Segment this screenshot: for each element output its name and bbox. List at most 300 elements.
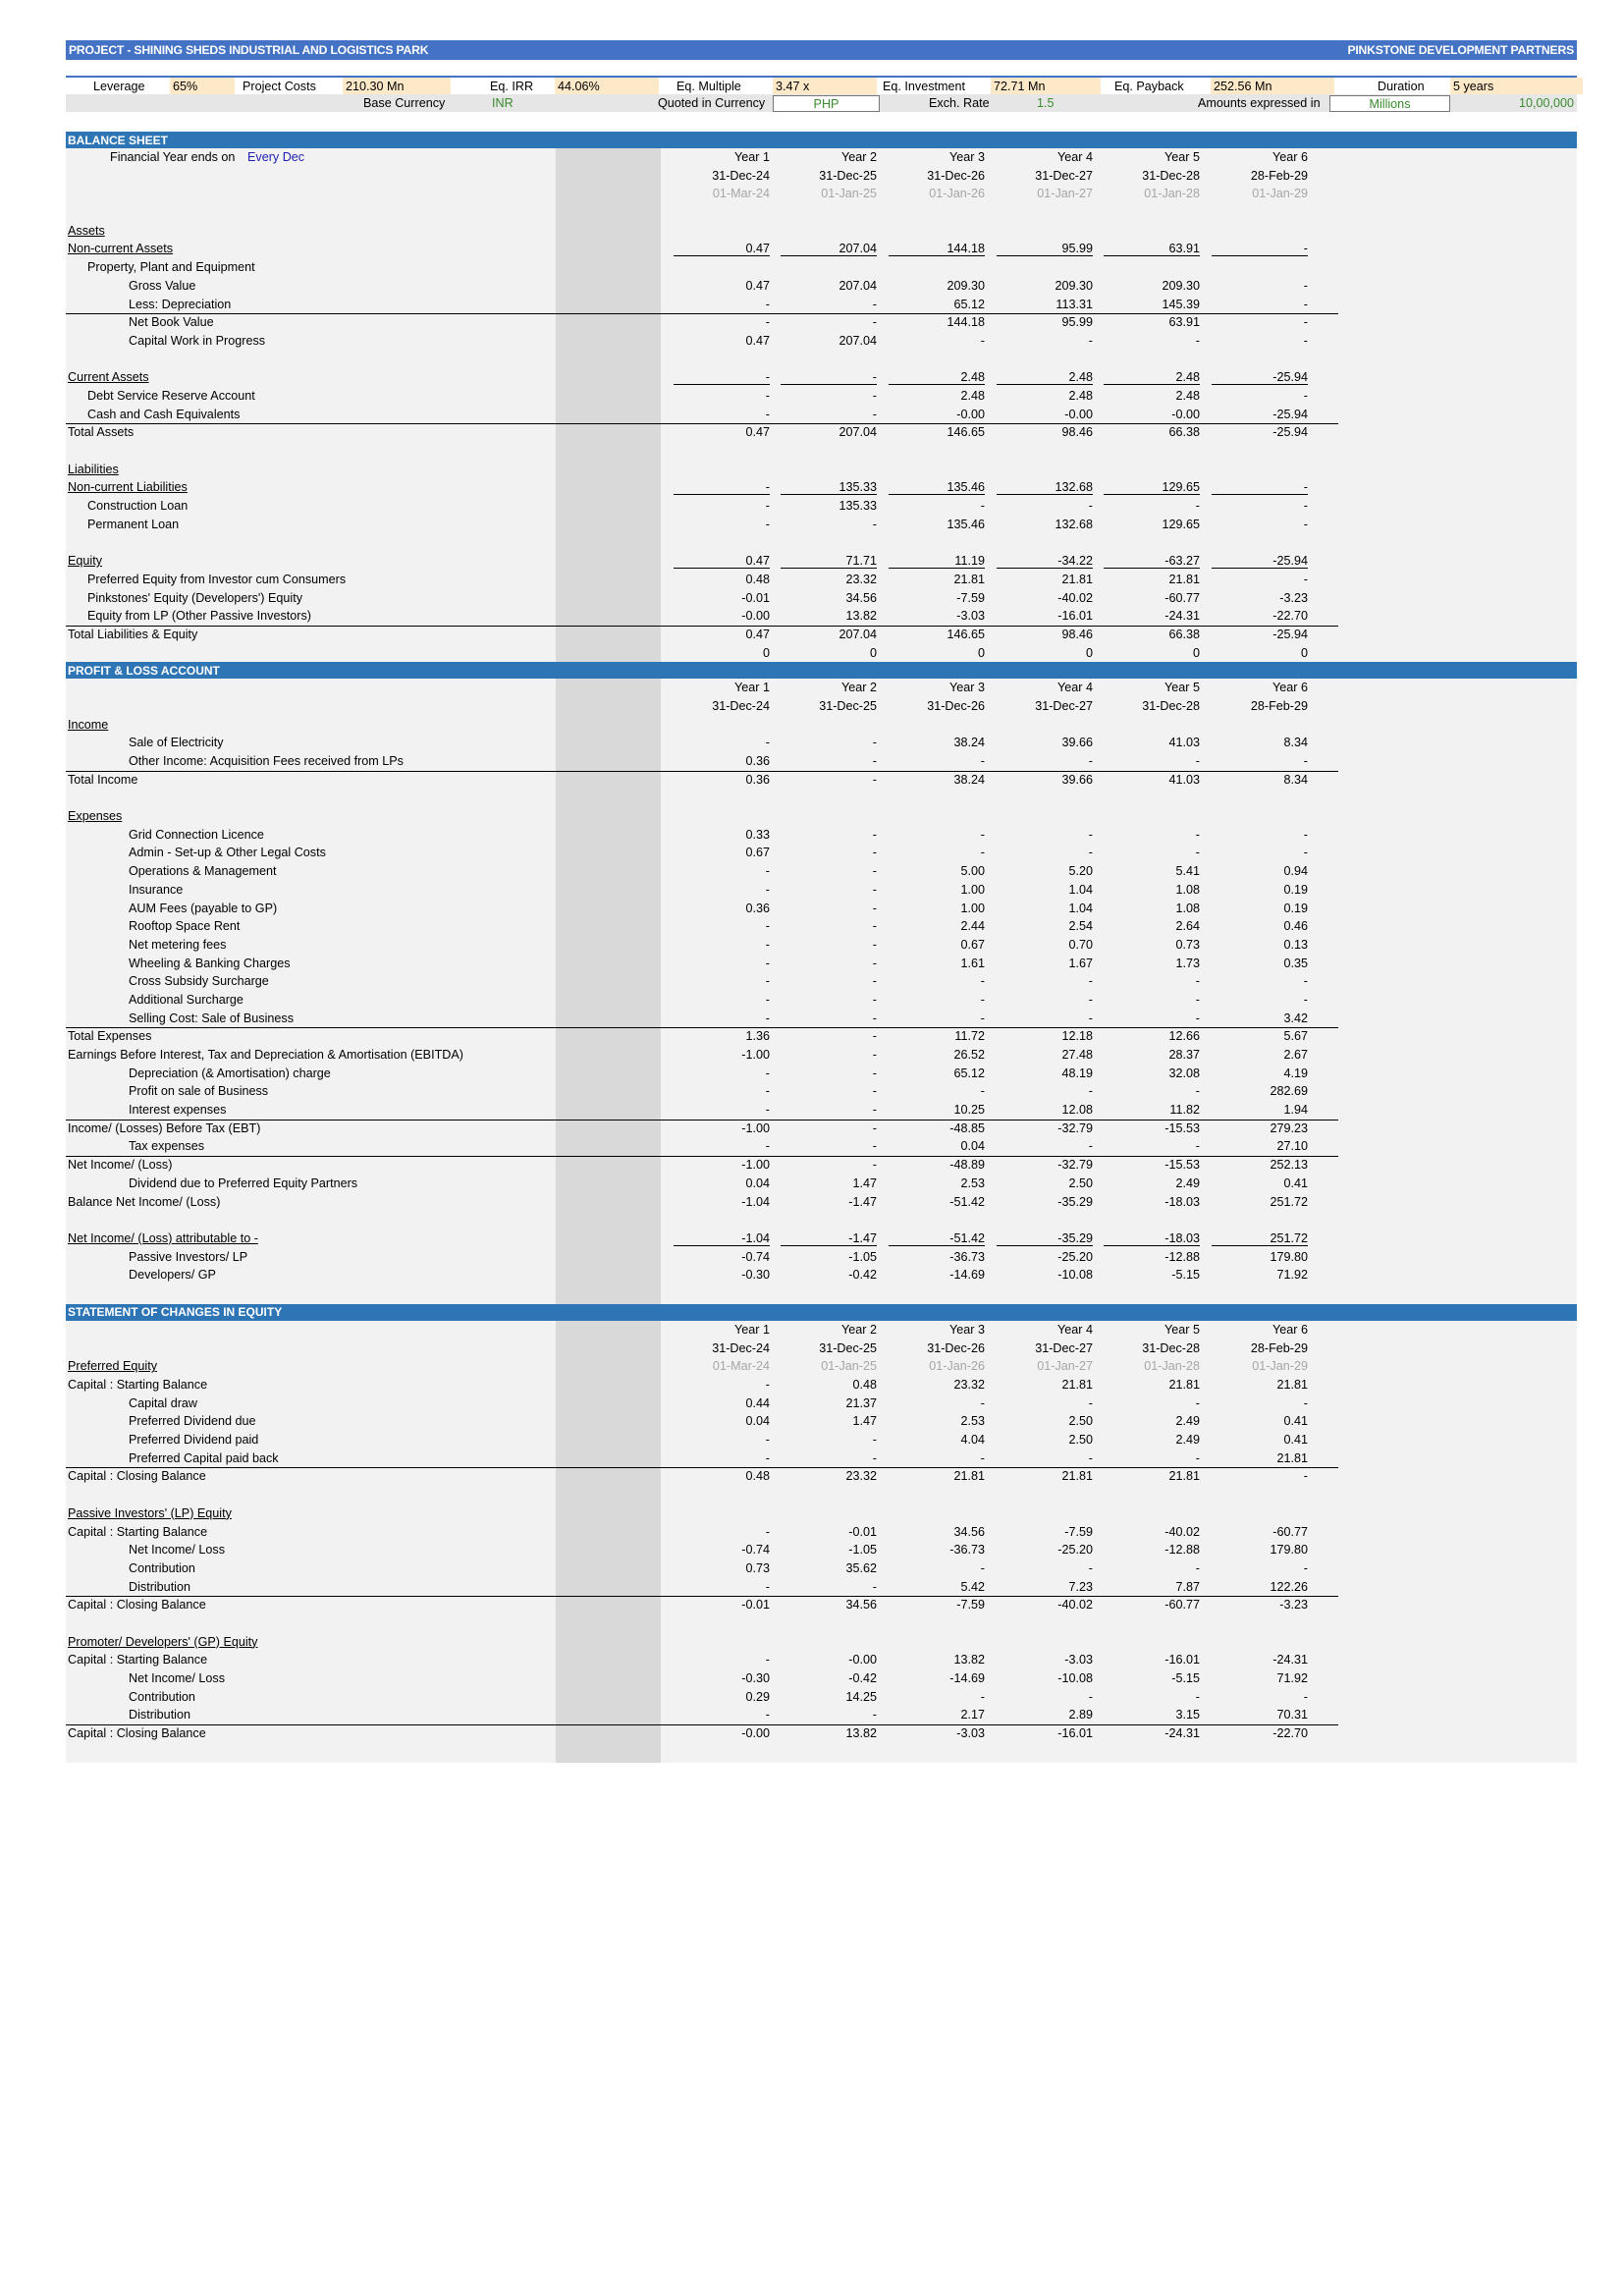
value-cell: 252.13 bbox=[1270, 1158, 1308, 1173]
value-cell: -0.74 bbox=[741, 1543, 770, 1558]
leverage-value[interactable]: 65% bbox=[170, 78, 235, 94]
value-cell: - bbox=[1195, 1395, 1200, 1410]
value-cell: 0 bbox=[869, 645, 877, 660]
value-cell: -1.00 bbox=[741, 1158, 770, 1173]
row-label: Interest expenses bbox=[129, 1103, 227, 1118]
period-start-date: 01-Mar-24 bbox=[712, 187, 770, 201]
table-row bbox=[66, 1175, 1577, 1193]
value-cell: 21.81 bbox=[1276, 1378, 1308, 1392]
table-row bbox=[66, 1724, 1577, 1743]
value-cell: 48.19 bbox=[1061, 1066, 1093, 1080]
table-row bbox=[66, 1010, 1577, 1028]
value-cell: 21.81 bbox=[1276, 1450, 1308, 1465]
value-cell: -12.88 bbox=[1164, 1249, 1200, 1264]
value-cell: - bbox=[1088, 992, 1093, 1007]
value-cell: - bbox=[872, 882, 877, 897]
table-row bbox=[66, 552, 1577, 571]
period-end-date: 31-Dec-28 bbox=[1142, 168, 1200, 183]
value-cell: 0.19 bbox=[1283, 882, 1308, 897]
value-cell: -14.69 bbox=[949, 1671, 985, 1685]
table-row bbox=[66, 1193, 1577, 1212]
value-cell: 129.65 bbox=[1102, 478, 1200, 497]
value-cell: -48.89 bbox=[949, 1158, 985, 1173]
value-cell: -0.00 bbox=[1171, 407, 1200, 421]
value-cell: 0.36 bbox=[745, 772, 770, 787]
value-cell: 209.30 bbox=[1162, 278, 1200, 293]
value-cell: -60.77 bbox=[1164, 590, 1200, 605]
value-cell: - bbox=[1303, 278, 1308, 293]
value-cell: 13.82 bbox=[845, 1726, 877, 1741]
value-cell: - bbox=[1195, 1084, 1200, 1099]
value-cell: 34.56 bbox=[845, 1598, 877, 1613]
table-row bbox=[66, 387, 1577, 406]
value-cell: -24.31 bbox=[1164, 1726, 1200, 1741]
value-cell: 5.00 bbox=[960, 864, 985, 879]
value-cell: 0 bbox=[1085, 645, 1093, 660]
balance-sheet-section bbox=[66, 148, 1577, 662]
row-label: Capital Work in Progress bbox=[129, 333, 266, 348]
value-cell: 23.32 bbox=[953, 1378, 985, 1392]
row-label: Capital : Starting Balance bbox=[68, 1653, 208, 1667]
base-currency-label: Base Currency bbox=[363, 96, 446, 110]
value-cell: 2.48 bbox=[1175, 388, 1200, 403]
value-cell: - bbox=[765, 1139, 770, 1154]
value-cell: 2.48 bbox=[995, 368, 1093, 387]
value-cell: -1.47 bbox=[779, 1230, 877, 1248]
exch-rate-value[interactable]: 1.5 bbox=[1037, 96, 1055, 110]
row-label: Grid Connection Licence bbox=[129, 827, 264, 842]
row-label: Preferred Dividend paid bbox=[129, 1433, 259, 1448]
row-label: Additional Surcharge bbox=[129, 992, 243, 1007]
value-cell: -0.30 bbox=[741, 1671, 770, 1685]
table-row bbox=[66, 991, 1577, 1010]
row-label: Sale of Electricity bbox=[129, 736, 224, 750]
period-start-date: 01-Jan-28 bbox=[1144, 1359, 1200, 1374]
value-cell: -24.31 bbox=[1164, 609, 1200, 624]
value-cell: - bbox=[1195, 499, 1200, 514]
value-cell: -36.73 bbox=[949, 1543, 985, 1558]
value-cell: - bbox=[765, 1579, 770, 1594]
value-cell: - bbox=[980, 974, 985, 989]
value-cell: 10.25 bbox=[953, 1103, 985, 1118]
value-cell: 251.72 bbox=[1270, 1194, 1308, 1209]
value-cell: 13.82 bbox=[953, 1653, 985, 1667]
value-cell: -1.05 bbox=[848, 1543, 877, 1558]
value-cell: 0.33 bbox=[745, 827, 770, 842]
value-cell: 3.42 bbox=[1283, 1011, 1308, 1025]
value-cell: 1.00 bbox=[960, 882, 985, 897]
value-cell: 282.69 bbox=[1270, 1084, 1308, 1099]
table-row bbox=[66, 1082, 1577, 1101]
value-cell: - bbox=[1088, 1450, 1093, 1465]
row-label: Contribution bbox=[129, 1560, 195, 1575]
quoted-currency-label: Quoted in Currency bbox=[658, 96, 766, 110]
value-cell: -22.70 bbox=[1272, 609, 1308, 624]
value-cell: 0.44 bbox=[745, 1395, 770, 1410]
value-cell: -32.79 bbox=[1057, 1158, 1093, 1173]
value-cell: - bbox=[1303, 499, 1308, 514]
value-cell: - bbox=[1303, 1689, 1308, 1704]
duration-value[interactable]: 5 years bbox=[1450, 78, 1583, 94]
row-label: Construction Loan bbox=[87, 499, 189, 514]
value-cell: - bbox=[1303, 333, 1308, 348]
value-cell: - bbox=[980, 827, 985, 842]
value-cell: 2.67 bbox=[1283, 1048, 1308, 1062]
value-cell: 1.47 bbox=[852, 1414, 877, 1429]
value-cell: 11.82 bbox=[1169, 1103, 1200, 1118]
value-cell: -0.01 bbox=[741, 1598, 770, 1613]
value-cell: - bbox=[872, 1084, 877, 1099]
row-label: Developers/ GP bbox=[129, 1268, 216, 1283]
period-start-date: 01-Jan-28 bbox=[1144, 187, 1200, 201]
row-label: Net Income/ (Loss) bbox=[68, 1158, 173, 1173]
table-row bbox=[66, 1394, 1577, 1413]
value-cell: - bbox=[872, 864, 877, 879]
value-cell: - bbox=[872, 297, 877, 311]
table-row bbox=[66, 607, 1577, 626]
value-cell: 0.04 bbox=[960, 1139, 985, 1154]
year-header: Year 3 bbox=[949, 681, 985, 695]
value-cell: - bbox=[872, 901, 877, 915]
value-cell: 35.62 bbox=[845, 1560, 877, 1575]
year-header: Year 4 bbox=[1057, 150, 1093, 164]
value-cell: -7.59 bbox=[956, 1598, 985, 1613]
value-cell: 207.04 bbox=[839, 425, 877, 440]
row-label: Expenses bbox=[68, 809, 123, 824]
value-cell: - bbox=[1088, 974, 1093, 989]
fy-value[interactable]: Every Dec bbox=[247, 150, 305, 164]
value-cell: - bbox=[872, 1048, 877, 1062]
years-row bbox=[66, 148, 1577, 167]
table-row bbox=[66, 589, 1577, 608]
table-row bbox=[66, 862, 1577, 881]
table-row bbox=[66, 313, 1577, 332]
value-cell: -1.00 bbox=[741, 1121, 770, 1135]
value-cell: 7.23 bbox=[1068, 1579, 1093, 1594]
year-header: Year 2 bbox=[841, 681, 877, 695]
value-cell: 66.38 bbox=[1168, 627, 1200, 641]
value-cell: - bbox=[1303, 517, 1308, 531]
period-start-date: 01-Jan-27 bbox=[1037, 1359, 1093, 1374]
value-cell: 2.48 bbox=[1102, 368, 1200, 387]
row-label: Permanent Loan bbox=[87, 517, 180, 531]
value-cell: 5.20 bbox=[1068, 864, 1093, 879]
period-start-date: 01-Jan-26 bbox=[929, 187, 985, 201]
value-cell: 0.48 bbox=[745, 572, 770, 586]
table-row bbox=[66, 222, 1577, 241]
value-cell: 144.18 bbox=[887, 240, 985, 258]
value-cell: 23.32 bbox=[845, 572, 877, 586]
value-cell: 13.82 bbox=[845, 609, 877, 624]
value-cell: 135.46 bbox=[887, 478, 985, 497]
table-row bbox=[66, 752, 1577, 771]
value-cell: - bbox=[1195, 1689, 1200, 1704]
value-cell: - bbox=[1088, 846, 1093, 860]
value-cell: 1.61 bbox=[960, 956, 985, 970]
value-cell: 2.49 bbox=[1175, 1433, 1200, 1448]
eq-payback-value[interactable]: 252.56 Mn bbox=[1211, 78, 1334, 94]
value-cell: - bbox=[980, 1084, 985, 1099]
value-cell: 0.29 bbox=[745, 1689, 770, 1704]
value-cell: - bbox=[765, 1103, 770, 1118]
value-cell: - bbox=[1088, 499, 1093, 514]
table-row bbox=[66, 1596, 1577, 1614]
table-row bbox=[66, 1486, 1577, 1504]
value-cell: - bbox=[872, 956, 877, 970]
dates-row bbox=[66, 697, 1577, 716]
project-costs-label: Project Costs bbox=[243, 79, 316, 93]
value-cell: - bbox=[765, 1708, 770, 1722]
value-cell: 0.04 bbox=[745, 1414, 770, 1429]
value-cell: 65.12 bbox=[953, 297, 985, 311]
value-cell: 39.66 bbox=[1061, 772, 1093, 787]
value-cell: -25.94 bbox=[1272, 425, 1308, 440]
value-cell: - bbox=[872, 919, 877, 934]
table-row bbox=[66, 826, 1577, 845]
table-row bbox=[66, 955, 1577, 973]
period-end-date: 31-Dec-27 bbox=[1035, 698, 1093, 713]
table-row bbox=[66, 1633, 1577, 1652]
row-label: Non-current Liabilities bbox=[68, 480, 188, 495]
project-costs-value[interactable]: 210.30 Mn bbox=[343, 78, 451, 94]
value-cell: - bbox=[765, 864, 770, 879]
value-cell: - bbox=[765, 1066, 770, 1080]
table-row bbox=[66, 1523, 1577, 1542]
value-cell: 21.81 bbox=[1061, 1378, 1093, 1392]
table-row bbox=[66, 807, 1577, 826]
row-label: Net Income/ (Loss) attributable to - bbox=[68, 1230, 258, 1245]
value-cell: 21.81 bbox=[1061, 572, 1093, 586]
value-cell: 38.24 bbox=[953, 772, 985, 787]
table-row bbox=[66, 203, 1577, 222]
value-cell: -10.08 bbox=[1057, 1671, 1093, 1685]
value-cell: - bbox=[872, 1011, 877, 1025]
value-cell: 0.48 bbox=[745, 1469, 770, 1484]
row-label: Balance Net Income/ (Loss) bbox=[68, 1194, 221, 1209]
value-cell: 23.32 bbox=[845, 1469, 877, 1484]
value-cell: - bbox=[765, 937, 770, 952]
project-title: PROJECT - SHINING SHEDS INDUSTRIAL AND LOGISTICS PARK bbox=[69, 43, 429, 57]
value-cell: -5.15 bbox=[1171, 1268, 1200, 1283]
value-cell: 0.41 bbox=[1283, 1433, 1308, 1448]
value-cell: - bbox=[980, 1395, 985, 1410]
value-cell: 146.65 bbox=[947, 627, 985, 641]
row-label: Pinkstones' Equity (Developers') Equity bbox=[87, 590, 303, 605]
row-label: Total Assets bbox=[68, 425, 135, 440]
value-cell: 2.53 bbox=[960, 1414, 985, 1429]
row-label: Admin - Set-up & Other Legal Costs bbox=[129, 846, 326, 860]
value-cell: -24.31 bbox=[1272, 1653, 1308, 1667]
period-end-date: 31-Dec-26 bbox=[927, 698, 985, 713]
value-cell: 27.10 bbox=[1276, 1139, 1308, 1154]
value-cell: 207.04 bbox=[839, 278, 877, 293]
table-row bbox=[66, 1541, 1577, 1559]
row-label: Capital : Starting Balance bbox=[68, 1524, 208, 1539]
table-row bbox=[66, 423, 1577, 442]
row-label: Less: Depreciation bbox=[129, 297, 232, 311]
value-cell: 98.46 bbox=[1061, 425, 1093, 440]
value-cell: 0.47 bbox=[745, 278, 770, 293]
row-label: Other Income: Acquisition Fees received from LPs bbox=[129, 754, 404, 768]
value-cell: -18.03 bbox=[1164, 1194, 1200, 1209]
value-cell: - bbox=[1303, 754, 1308, 768]
value-cell: 207.04 bbox=[779, 240, 877, 258]
preferred-equity-label: Preferred Equity bbox=[68, 1359, 157, 1374]
value-cell: - bbox=[872, 1158, 877, 1173]
table-row bbox=[66, 478, 1577, 497]
value-cell: 7.87 bbox=[1175, 1579, 1200, 1594]
year-header: Year 4 bbox=[1057, 1322, 1093, 1337]
row-label: Net Book Value bbox=[129, 315, 214, 330]
value-cell: 2.48 bbox=[887, 368, 985, 387]
value-cell: 1.73 bbox=[1175, 956, 1200, 970]
value-cell: - bbox=[672, 368, 770, 387]
value-cell: -1.00 bbox=[741, 1048, 770, 1062]
year-header: Year 3 bbox=[949, 1322, 985, 1337]
value-cell: 0.47 bbox=[745, 333, 770, 348]
value-cell: - bbox=[1303, 992, 1308, 1007]
value-cell: 2.48 bbox=[960, 388, 985, 403]
start-dates-row bbox=[66, 1357, 1577, 1376]
value-cell: -60.77 bbox=[1272, 1524, 1308, 1539]
value-cell: - bbox=[1303, 572, 1308, 586]
value-cell: -16.01 bbox=[1057, 609, 1093, 624]
value-cell: -0.74 bbox=[741, 1249, 770, 1264]
value-cell: -40.02 bbox=[1057, 1598, 1093, 1613]
value-cell: 209.30 bbox=[947, 278, 985, 293]
value-cell: 63.91 bbox=[1168, 315, 1200, 330]
value-cell: 38.24 bbox=[953, 736, 985, 750]
value-cell: 4.19 bbox=[1283, 1066, 1308, 1080]
value-cell: 11.19 bbox=[887, 552, 985, 571]
value-cell: - bbox=[980, 1560, 985, 1575]
value-cell: - bbox=[1195, 846, 1200, 860]
value-cell: 21.81 bbox=[953, 1469, 985, 1484]
row-label: Insurance bbox=[129, 882, 184, 897]
table-row bbox=[66, 533, 1577, 552]
value-cell: - bbox=[1195, 754, 1200, 768]
eq-investment-value[interactable]: 72.71 Mn bbox=[991, 78, 1101, 94]
value-cell: 209.30 bbox=[1055, 278, 1093, 293]
leverage-label: Leverage bbox=[93, 79, 145, 93]
value-cell: -7.59 bbox=[1064, 1524, 1093, 1539]
table-row bbox=[66, 734, 1577, 752]
row-label: Operations & Management bbox=[129, 864, 277, 879]
table-row bbox=[66, 644, 1577, 663]
value-cell: - bbox=[1303, 1560, 1308, 1575]
period-start-date: 01-Jan-27 bbox=[1037, 187, 1093, 201]
value-cell: - bbox=[872, 1579, 877, 1594]
start-dates-row bbox=[66, 185, 1577, 203]
value-cell: - bbox=[980, 333, 985, 348]
base-currency-value[interactable]: INR bbox=[492, 96, 514, 110]
value-cell: 0.73 bbox=[745, 1560, 770, 1575]
row-label: Non-current Assets bbox=[68, 242, 174, 256]
kpi-row bbox=[66, 78, 1577, 94]
value-cell: 0.73 bbox=[1175, 937, 1200, 952]
value-cell: -0.01 bbox=[848, 1524, 877, 1539]
equity-changes-section bbox=[66, 1321, 1577, 1763]
amounts-unit-select[interactable]: Millions bbox=[1329, 95, 1450, 112]
value-cell: 0.35 bbox=[1283, 956, 1308, 970]
value-cell: - bbox=[1195, 992, 1200, 1007]
row-label: Total Expenses bbox=[68, 1029, 152, 1044]
value-cell: -25.94 bbox=[1272, 627, 1308, 641]
row-label: Dividend due to Preferred Equity Partners bbox=[129, 1175, 358, 1190]
value-cell: 0.46 bbox=[1283, 919, 1308, 934]
value-cell: - bbox=[765, 407, 770, 421]
eq-irr-value[interactable]: 44.06% bbox=[555, 78, 659, 94]
table-row bbox=[66, 351, 1577, 369]
row-label: Profit on sale of Business bbox=[129, 1084, 269, 1099]
value-cell: - bbox=[872, 407, 877, 421]
duration-label: Duration bbox=[1378, 79, 1425, 93]
value-cell: 2.49 bbox=[1175, 1175, 1200, 1190]
value-cell: -16.01 bbox=[1164, 1653, 1200, 1667]
eq-multiple-label: Eq. Multiple bbox=[676, 79, 741, 93]
value-cell: - bbox=[1303, 827, 1308, 842]
value-cell: - bbox=[765, 1524, 770, 1539]
table-row bbox=[66, 1120, 1577, 1138]
table-row bbox=[66, 461, 1577, 479]
table-row bbox=[66, 1412, 1577, 1431]
value-cell: -32.79 bbox=[1057, 1121, 1093, 1135]
value-cell: 39.66 bbox=[1061, 736, 1093, 750]
value-cell: - bbox=[980, 1689, 985, 1704]
row-label: Distribution bbox=[129, 1708, 190, 1722]
value-cell: -12.88 bbox=[1164, 1543, 1200, 1558]
table-row bbox=[66, 442, 1577, 461]
table-row bbox=[66, 1065, 1577, 1083]
value-cell: - bbox=[1303, 1395, 1308, 1410]
row-label: Tax expenses bbox=[129, 1139, 205, 1154]
value-cell: 132.68 bbox=[995, 478, 1093, 497]
value-cell: 1.94 bbox=[1283, 1103, 1308, 1118]
value-cell: -10.08 bbox=[1057, 1268, 1093, 1283]
quoted-currency-select[interactable]: PHP bbox=[773, 95, 880, 112]
value-cell: -22.70 bbox=[1272, 1726, 1308, 1741]
value-cell: - bbox=[872, 772, 877, 787]
value-cell: 71.71 bbox=[779, 552, 877, 571]
eq-multiple-value[interactable]: 3.47 x bbox=[773, 78, 877, 94]
value-cell: 0.41 bbox=[1283, 1414, 1308, 1429]
year-header: Year 6 bbox=[1272, 150, 1308, 164]
value-cell: 21.81 bbox=[1168, 1378, 1200, 1392]
table-row bbox=[66, 1578, 1577, 1597]
equity-changes-header: STATEMENT OF CHANGES IN EQUITY bbox=[66, 1304, 1577, 1321]
value-cell: 122.26 bbox=[1270, 1579, 1308, 1594]
value-cell: 0 bbox=[1300, 645, 1308, 660]
value-cell: 2.44 bbox=[960, 919, 985, 934]
value-cell: 11.72 bbox=[954, 1029, 985, 1044]
value-cell: -16.01 bbox=[1057, 1726, 1093, 1741]
table-row bbox=[66, 332, 1577, 351]
table-row bbox=[66, 789, 1577, 807]
value-cell: 0.47 bbox=[745, 425, 770, 440]
table-row bbox=[66, 1706, 1577, 1724]
value-cell: - bbox=[872, 1139, 877, 1154]
row-label: Preferred Capital paid back bbox=[129, 1450, 279, 1465]
table-row bbox=[66, 1101, 1577, 1120]
value-cell: - bbox=[872, 1433, 877, 1448]
value-cell: 0.36 bbox=[745, 901, 770, 915]
row-label: AUM Fees (payable to GP) bbox=[129, 901, 278, 915]
value-cell: - bbox=[1303, 846, 1308, 860]
value-cell: 0.19 bbox=[1283, 901, 1308, 915]
table-row bbox=[66, 881, 1577, 900]
value-cell: - bbox=[872, 846, 877, 860]
year-header: Year 5 bbox=[1164, 150, 1200, 164]
